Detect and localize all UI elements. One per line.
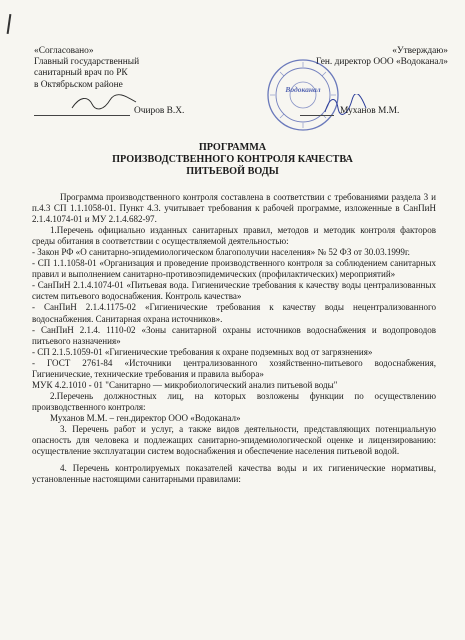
section-2-person: Муханов М.М. – ген.директор ООО «Водоканал» (50, 412, 241, 423)
document-body (32, 192, 436, 485)
intro-paragraph: Программа производственного контроля составлена в соответствии с требованиями раздела 3 и п.4.3 СП 1.1.1058-01. Пункт 4.3. учитывает требования к рабочей программе, изложенные в СанПиН 2.1.4.1074-01 и МУ 2.1.4.682-97. (32, 192, 436, 225)
regulation-item: МУК 4.2.1010 - 01 "Санитарно — микробиологический анализ питьевой воды" (32, 379, 338, 390)
stamp-text: Водоканал (285, 85, 321, 94)
title-line-2: ПРОИЗВОДСТВЕННОГО КОНТРОЛЯ КАЧЕСТВА (112, 154, 353, 166)
signature-line-right (300, 106, 399, 116)
signature-blank-right (300, 115, 334, 116)
signer-name-right: Муханов М.М. (340, 106, 400, 116)
regulation-item: - СП 2.1.5.1059-01 «Гигиенические требования к охране подземных вод от загрязнения» (32, 346, 373, 357)
approval-word-left: «Согласовано» (34, 46, 94, 56)
signature-blank-left (34, 115, 130, 116)
document-title (0, 142, 465, 179)
regulation-item: - СанПиН 2.1.4. 1110-02 «Зоны санитарной охраны источников водоснабжения и водопроводов питьевого назначения» (32, 324, 436, 346)
section-3-paragraph: 3. Перечень работ и услуг, а также видов деятельности, представляющих потенциальную опасность для человека и подлежащих санитарно-эпидемиологической оценке и лицензированию: осуществление эксплуатации систем водоснабжения и обеспечение населения питьевой водой. (32, 423, 436, 457)
pen-mark (7, 14, 12, 34)
section-2-paragraph: 2.Перечень должностных лиц, на которых возложены функции по осуществлению производственного контроля: (32, 390, 436, 412)
position-line-1-right: Ген. директор ООО «Водоканал» (316, 57, 448, 68)
title-line-3: ПИТЬЕВОЙ ВОДЫ (186, 166, 279, 178)
regulation-item: - СанПиН 2.1.4.1074-01 «Питьевая вода. Гигиенические требования к качеству воды централизованных систем питьевого водоснабжения. Контроль качества» (32, 280, 436, 302)
position-line-3-left: в Октябрьском районе (34, 79, 123, 90)
regulation-item: - ГОСТ 2761-84 «Источники централизованного хозяйственно-питьевого водоснабжения, Гигиенические, технические требования и правила выбора» (32, 357, 436, 379)
regulation-item: - СП 1.1.1058-01 «Организация и проведение производственного контроля за соблюдением санитарных правил и выполнением санитарно-противоэпидемических (профилактических) мероприятий» (32, 258, 436, 280)
signature-line-left (34, 106, 184, 116)
regulation-item: - СанПиН 2.1.4.1175-02 «Гигиенические требования к качеству воды нецентрализованного водоснабжения. Санитарная охрана источников». (32, 302, 436, 324)
approval-block-left (34, 46, 214, 91)
position-line-1-left: Главный государственный (34, 57, 140, 68)
title-line-1: ПРОГРАММА (198, 142, 267, 153)
approval-word-right: «Утверждаю» (392, 46, 448, 56)
section-4-paragraph: 4. Перечень контролируемых показателей качества воды и их гигиенические нормативы, установленные настоящими санитарными правилами: (32, 463, 436, 485)
signer-name-left: Очиров В.Х. (134, 106, 185, 116)
section-1-paragraph: 1.Перечень официально изданных санитарных правил, методов и методик контроля факторов среды обитания в соответствии с осуществляемой деятельностью: (32, 225, 436, 247)
regulation-item: - Закон РФ «О санитарно-эпидемиологическом благополучии населения» № 52 ФЗ от 30.03.1999г. (32, 247, 410, 258)
position-line-2-left: санитарный врач по РК (34, 68, 128, 79)
